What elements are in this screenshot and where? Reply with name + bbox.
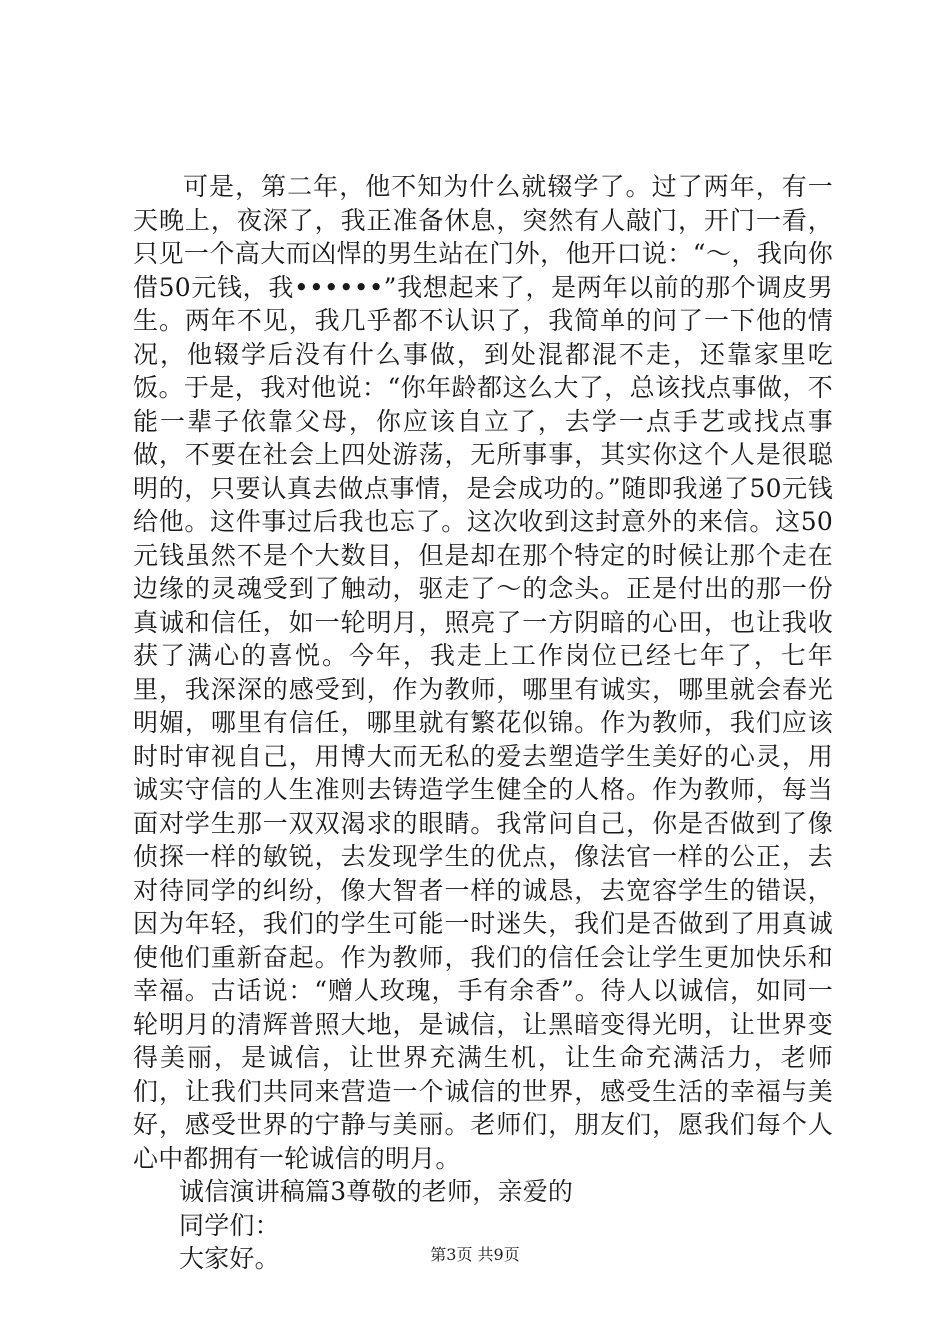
paragraph: 可是，第二年，他不知为什么就辍学了。过了两年，有一天晚上，夜深了，我正准备休息，突然有人敲门，开门一看，只见一个高大而凶悍的男生站在门外，他开口说：“～，我向你借50元钱，我••••••”我想起来了，是两年以前的那个调皮男生。两年不见，我几乎都不认识了，我简单的问了一下他的情况，他辍学后没有什么事做，到处混都混不走，还靠家里吃饭。于是，我对他说：“你年龄都这么大了，总该找点事做，不能一辈子依靠父母，你应该自立了，去学一点手艺或找点事做，不要在社会上四处游荡，无所事事，其实你这个人是很聪明的，只要认真去做点事情，是会成功的。”随即我递了50元钱给他。这件事过后我也忘了。这次收到这封意外的来信。这50元钱虽然不是个大数目，但是却在那个特定的时候让那个走在边缘的灵魂受到了触动，驱走了～的念头。正是付出的那一份真诚和信任，如一轮明月，照亮了一方阴暗的心田，也让我收获了满心的喜悦。今年，我走上工作岗位已经七年了，七年里，我深深的感受到，作为教师，哪里有诚实，哪里就会春光明媚，哪里有信任，哪里就有繁花似锦。作为教师，我们应该时时审视自己，用博大而无私的爱去塑造学生美好的心灵，用诚实守信的人生准则去铸造学生健全的人格。作为教师，每当面对学生那一双双渴求的眼睛。我常问自己，你是否做到了像侦探一样的敏锐，去发现学生的优点，像法官一样的公正，去对待同学的纠纷，像大智者一样的诚恳，去宽容学生的错误，因为年轻，我们的学生可能一时迷失，我们是否做到了用真诚使他们重新奋起。作为教师，我们的信任会让学生更加快乐和幸福。古话说：“赠人玫瑰，手有余香”。待人以诚信，如同一轮明月的清辉普照大地，是诚信，让黑暗变得光明，让世界变得美丽，是诚信，让世界充满生机，让生命充满活力，老师们，让我们共同来营造一个诚信的世界，感受生活的幸福与美好，感受世界的宁静与美丽。老师们，朋友们，愿我们每个人心中都拥有一轮诚信的明月。 — [133, 172, 833, 1173]
body-text — [133, 170, 833, 1276]
salutation-line: 同学们： — [179, 1210, 280, 1240]
section-heading-line: 诚信演讲稿篇3尊敬的老师，亲爱的 — [179, 1177, 574, 1206]
page-number-footer: 第3页 共9页 — [430, 1245, 520, 1264]
greeting-line: 大家好。 — [179, 1244, 280, 1273]
